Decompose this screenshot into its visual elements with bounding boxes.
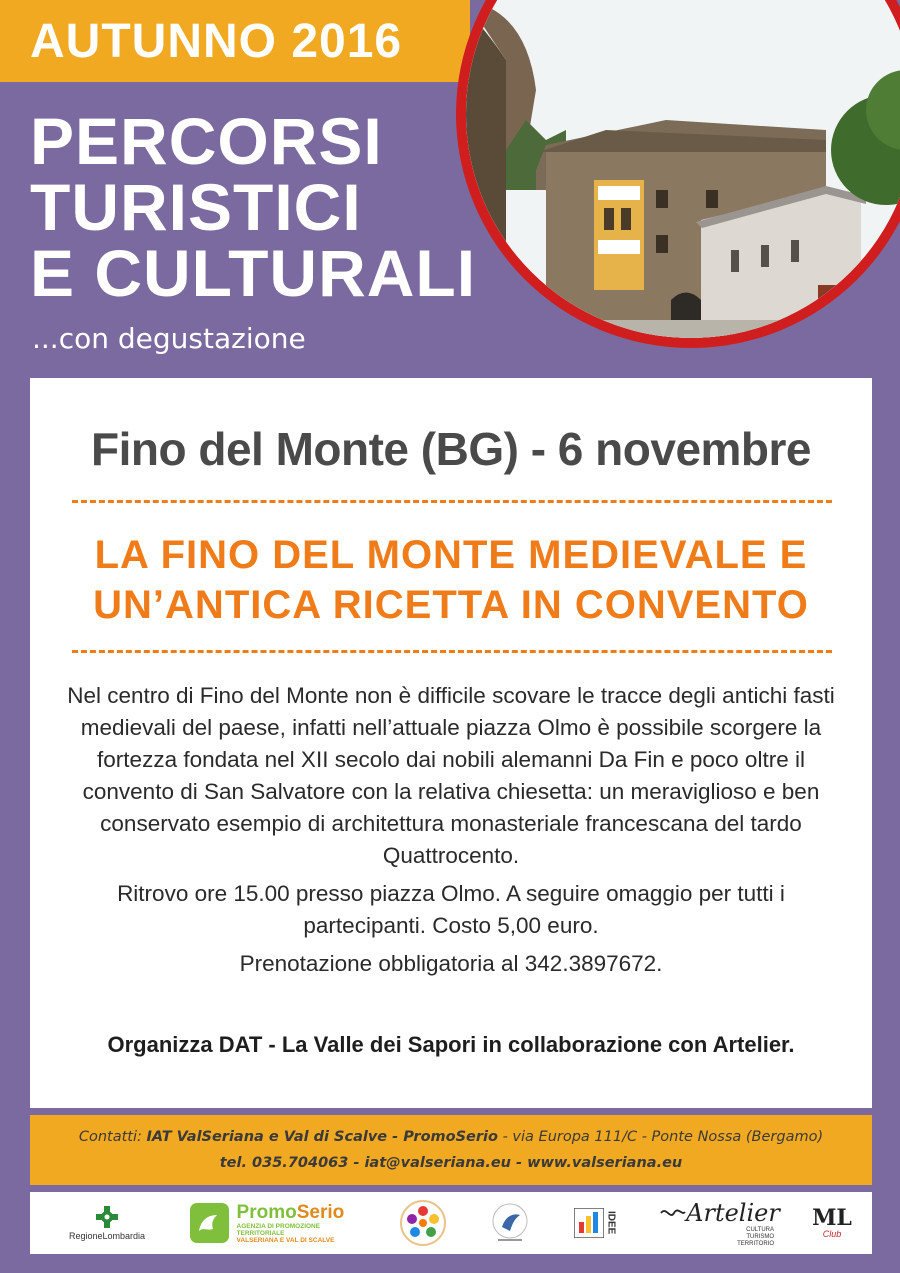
ml-club-logo [810,1198,854,1248]
lombardia-rose-icon [96,1206,118,1228]
sponsor-logos [30,1192,872,1254]
heading-line-2: UN’ANTICA RICETTA IN CONVENTO [93,583,809,627]
promoserio-word-a: Promo [236,1201,297,1223]
ml-label: ML [812,1205,852,1231]
meeting-info: Ritrovo ore 15.00 presso piazza Olmo. A seguire omaggio per tutti i partecipanti. Costo 5,00 euro. [117,881,785,938]
regione-lombardia-logo [52,1198,162,1248]
idee-label: IDEE [605,1211,617,1235]
promoserio-word-b: Serio [296,1201,345,1223]
contacts-address: - via Europa 111/C - Ponte Nossa (Bergamo) [497,1129,824,1145]
artelier-logo [660,1198,780,1248]
contacts-line-2 [30,1150,872,1176]
place-date: Fino del Monte (BG) - 6 novembre [90,423,812,475]
ml-club-label: Club [822,1229,842,1239]
promoserio-sub-1: AGENZIA DI PROMOZIONE TERRITORIALE [236,1222,321,1237]
subtitle: ...con degustazione [32,322,306,355]
village-photo-image [466,0,900,338]
season-title: AUTUNNO 2016 [30,15,403,68]
divider-bottom [72,650,832,653]
heading-line-1: LA FINO DEL MONTE MEDIEVALE E [94,533,808,577]
artelier-sub-2: TURISMO [746,1233,774,1240]
main-title [30,104,477,310]
title-line-1: PERCORSI [30,104,383,178]
title-line-2: TURISTICI [30,170,362,244]
event-heading [30,530,872,630]
contacts-line-1 [30,1124,872,1150]
contacts-org: IAT ValSeriana e Val di Scalve - PromoSerio [146,1129,498,1145]
artelier-sub-3: TERRITORIO [737,1240,774,1247]
idee-logo [565,1198,625,1248]
event-card [30,378,872,1108]
promoserio-sub-2: VALSERIANA E VAL DI SCALVE [236,1236,335,1244]
divider-top [72,500,832,503]
title-line-3: E CULTURALI [30,236,477,310]
colorful-circle-icon [399,1199,447,1247]
regione-label: RegioneLombardia [68,1230,146,1241]
artelier-label: Artelier [686,1198,780,1227]
consorzio-logo [485,1198,535,1248]
village-photo [456,0,900,348]
contacts-bar [30,1115,872,1185]
artelier-sub-1: CULTURA [746,1226,774,1233]
booking-info: Prenotazione obbligatoria al 342.3897672. [239,951,663,976]
contacts-details: tel. 035.704063 - iat@valseriana.eu - www.valseriana.eu [219,1155,683,1171]
event-description: Nel centro di Fino del Monte non è difficile scovare le tracce degli antichi fasti medievali del paese, infatti nell’attuale piazza Olmo è possibile scorgere la fortezza fondata nel XII secolo dai nobili alemanni Da Fin e poco oltre il convento di San Salvatore con la relativa chiesetta: un meraviglioso e ben conservato esempio di architettura monasteriale francescana del tardo Quattrocento. [67,683,835,868]
artelier-swirl-icon [660,1206,686,1220]
event-description-block [58,680,844,986]
organizer: Organizza DAT - La Valle dei Sapori in collaborazione con Artelier. [107,1032,795,1057]
bird-emblem-icon [490,1201,530,1245]
promoserio-icon [190,1203,229,1243]
promoserio-logo [190,1198,365,1248]
contacts-label: Contatti: [78,1129,142,1145]
idee-grid-icon [574,1208,604,1238]
circular-emblem-logo [395,1198,451,1248]
